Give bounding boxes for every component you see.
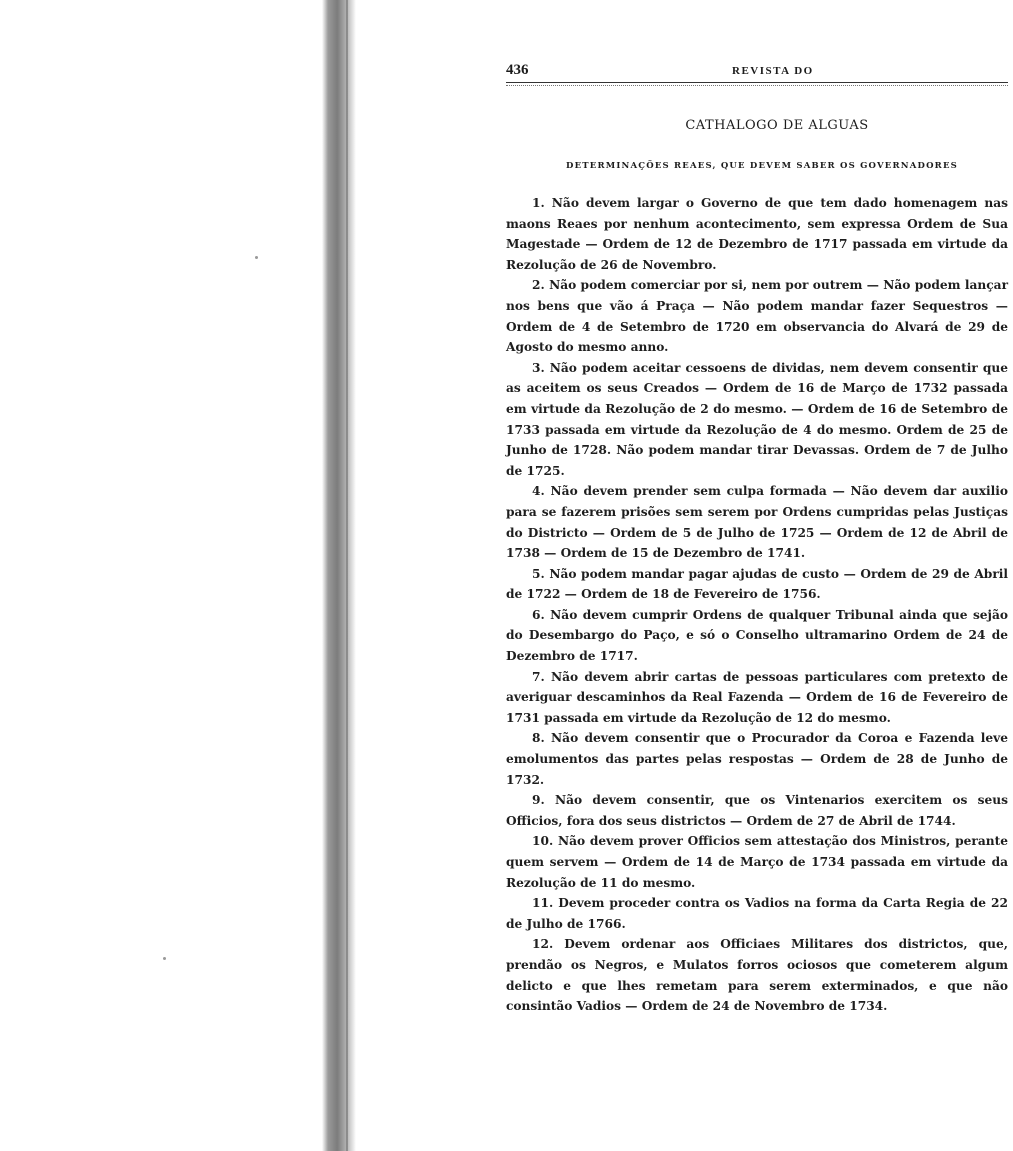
paper-speck bbox=[163, 957, 166, 960]
determination-item bbox=[506, 481, 1008, 563]
determination-text: Não devem consentir, que os Vintenarios exercitem os seus Officios, fora dos seus districtos — Ordem de 27 de Abril de 1744. bbox=[506, 793, 1009, 828]
catalog-title: CATHALOGO DE ALGUAS bbox=[685, 118, 869, 133]
catalog-subtitle: DETERMINAÇÕES REAES, QUE DEVEM SABER OS GOVERNADORES bbox=[566, 161, 958, 171]
determination-number: 9. bbox=[532, 793, 545, 808]
header-rule bbox=[506, 82, 1008, 86]
determination-text: Não podem aceitar cessoens de dividas, nem devem consentir que as aceitem os seus Creados — Ordem de 16 de Março de 1732 passada em virtude da Rezolução de 2 do mesmo. — Ordem de 16 de Setembro de 1733 passada em virtude da Rezolução de 4 do mesmo. Ordem de 25 de Junho de 1728. Não podem mandar tirar Devassas. Ordem de 7 de Julho de 1725. bbox=[506, 360, 1008, 478]
determination-item bbox=[506, 831, 1008, 893]
determination-number: 10. bbox=[532, 834, 554, 849]
determination-number: 12. bbox=[532, 937, 554, 952]
binding-gutter-line bbox=[346, 0, 348, 1151]
determinations-list bbox=[506, 193, 1008, 1017]
determination-number: 8. bbox=[532, 731, 545, 746]
determination-number: 2. bbox=[532, 278, 545, 293]
determination-text: Devem ordenar aos Officiaes Militares dos districtos, que, prendão os Negros, e Mulatos forros ociosos que cometerem algum delicto e que lhes remetam para serem exterminados, e que não consintão Vadios — Ordem de 24 de Novembro de 1734. bbox=[506, 937, 1008, 1014]
determination-text: Não devem largar o Governo de que tem dado homenagem nas maons Reaes por nenhum acontecimento, sem expressa Ordem de Sua Magestade — Ordem de 12 de Dezembro de 1717 passada em virtude da Rezolução de 26 de Novembro. bbox=[506, 196, 1008, 272]
determination-item bbox=[506, 728, 1008, 790]
binding-gutter-shadow bbox=[322, 0, 356, 1151]
determination-text: Não podem comerciar por si, nem por outrem — Não podem lançar nos bens que vão á Praça — Não podem mandar fazer Sequestros — Ordem de 4 de Setembro de 1720 em observancia do Alvará de 29 de Agosto do mesmo anno. bbox=[506, 278, 1008, 355]
page-header bbox=[506, 58, 1008, 82]
determination-text: Não devem prender sem culpa formada — Não devem dar auxilio para se fazerem prisões sem serem por Ordens cumpridas pelas Justiças do Districto — Ordem de 5 de Julho de 1725 — Ordem de 12 de Abril de 1738 — Ordem de 15 de Dezembro de 1741. bbox=[506, 484, 1008, 561]
determination-item bbox=[506, 605, 1008, 667]
determination-number: 5. bbox=[532, 566, 545, 581]
determination-number: 3. bbox=[532, 360, 545, 375]
determination-item bbox=[506, 358, 1008, 482]
determination-text: Não devem cumprir Ordens de qualquer Tribunal ainda que sejão do Desembargo do Paço, e só o Conselho ultramarino Ordem de 24 de Dezembro de 1717. bbox=[506, 607, 1008, 664]
paper-speck bbox=[255, 256, 258, 259]
determination-item bbox=[506, 934, 1008, 1016]
running-title: REVISTA DO bbox=[732, 65, 814, 77]
determination-text: Não devem abrir cartas de pessoas particulares com pretexto de averiguar descaminhos da Real Fazenda — Ordem de 16 de Fevereiro de 1731 passada em virtude da Rezolução de 12 do mesmo. bbox=[506, 669, 1008, 725]
determination-text: Não devem consentir que o Procurador da Coroa e Fazenda leve emolumentos das partes pelas respostas — Ordem de 28 de Junho de 1732. bbox=[506, 731, 1008, 787]
determination-number: 1. bbox=[532, 196, 545, 210]
page-number: 436 bbox=[506, 62, 529, 78]
determination-number: 11. bbox=[532, 896, 554, 911]
determination-item bbox=[506, 667, 1008, 729]
determination-item bbox=[506, 893, 1008, 934]
determination-item bbox=[506, 564, 1008, 605]
determination-text: Devem proceder contra os Vadios na forma da Carta Regia de 22 de Julho de 1766. bbox=[506, 896, 1009, 931]
determination-item bbox=[506, 790, 1008, 831]
determination-number: 6. bbox=[532, 607, 545, 622]
determination-text: Não devem prover Officios sem attestação dos Ministros, perante quem servem — Ordem de 14 de Março de 1734 passada em virtude da Rezolução de 11 do mesmo. bbox=[506, 834, 1008, 890]
determination-text: Não podem mandar pagar ajudas de custo — Ordem de 29 de Abril de 1722 — Ordem de 18 de Fevereiro de 1756. bbox=[506, 566, 1008, 602]
determination-number: 4. bbox=[532, 484, 545, 499]
book-page bbox=[506, 58, 1008, 1017]
determination-item bbox=[506, 193, 1008, 275]
determination-item bbox=[506, 275, 1008, 357]
determination-number: 7. bbox=[532, 669, 545, 684]
